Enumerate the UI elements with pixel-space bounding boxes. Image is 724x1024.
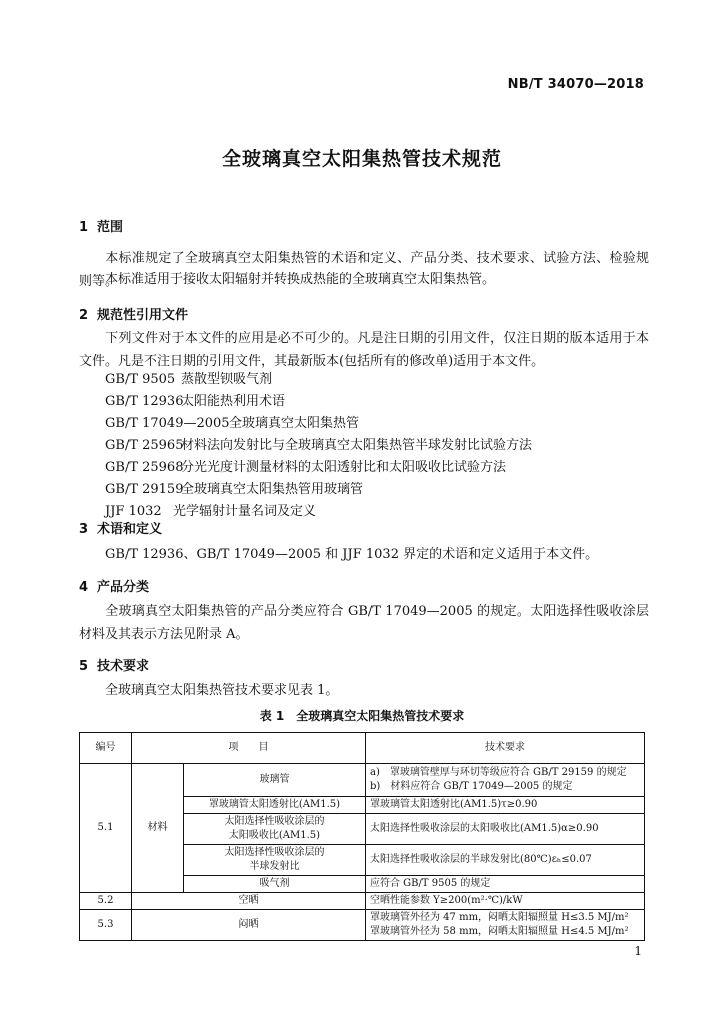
reference-title: 全玻璃真空太阳集热管: [229, 416, 360, 431]
standard-code: NB/T 34070—2018: [507, 77, 644, 92]
cell-requirement: 太阳选择性吸收涂层的太阳吸收比(AM1.5)α≥0.90: [366, 814, 645, 845]
section-2-intro: [79, 327, 649, 373]
reference-item: [105, 458, 506, 478]
paragraph-text: 全玻璃真空太阳集热管的产品分类应符合 GB/T 17049—2005 的规定。太阳选择性吸收涂层材料及其表示方法见附录 A。: [79, 604, 649, 642]
section-1-paragraph-2: [79, 268, 649, 291]
cell-requirement: 太阳选择性吸收涂层的半球发射比(80℃)εₕ≤0.07: [366, 845, 645, 876]
reference-code: GB/T 9505: [105, 372, 176, 387]
reference-code: GB/T 25968: [105, 460, 184, 475]
section-2-heading: [79, 304, 188, 323]
reference-code: JJF 1032: [105, 504, 162, 519]
reference-title: 材料法向发射比与全玻璃真空太阳集热管半球发射比试验方法: [181, 438, 533, 453]
requirement-line: b) 材料应符合 GB/T 17049—2005 的规定: [370, 781, 573, 792]
table-caption: 表 1 全玻璃真空太阳集热管技术要求: [259, 709, 465, 723]
section-number: 2: [79, 308, 89, 323]
requirement-line: 罩玻璃管外径为 47 mm，闷晒太阳辐照量 H≤3.5 MJ/m²: [370, 912, 629, 923]
item-line: 半球发射比: [249, 861, 300, 872]
item-line: 太阳吸收比(AM1.5): [228, 830, 321, 841]
table-row: [80, 764, 645, 797]
reference-code: GB/T 29159: [105, 482, 184, 497]
table-row: [80, 893, 645, 910]
cell-requirement: [366, 910, 645, 941]
spec-table: [79, 732, 645, 941]
section-1-heading: [79, 216, 123, 235]
section-title: 范围: [97, 220, 124, 235]
cell-item: 空晒: [132, 893, 366, 910]
cell-item: [184, 814, 366, 845]
section-number: 4: [79, 580, 89, 595]
cell-requirement: 罩玻璃管太阳透射比(AM1.5)τ≥0.90: [366, 797, 645, 814]
header-item: 项 目: [132, 733, 366, 764]
header-no: 编号: [80, 733, 132, 764]
section-number: 3: [79, 522, 89, 537]
reference-code: GB/T 25965: [105, 438, 184, 453]
paragraph-text: 本标准适用于接收太阳辐射并转换成热能的全玻璃真空太阳集热管。: [105, 272, 496, 287]
cell-requirement: 应符合 GB/T 9505 的规定: [366, 876, 645, 893]
cell-no: 5.1: [80, 764, 132, 893]
cell-item: 闷晒: [132, 910, 366, 941]
page-number: 1: [634, 944, 642, 958]
section-3-heading: [79, 518, 162, 537]
header-requirement: 技术要求: [366, 733, 645, 764]
cell-item: 吸气剂: [184, 876, 366, 893]
section-number: 5: [79, 659, 89, 674]
requirement-line: 罩玻璃管外径为 58 mm，闷晒太阳辐照量 H≤4.5 MJ/m²: [370, 926, 629, 937]
section-title: 技术要求: [97, 659, 150, 674]
requirement-line: a) 罩玻璃管壁厚与环切等级应符合 GB/T 29159 的规定: [370, 767, 627, 778]
reference-item: [105, 414, 359, 434]
section-3-paragraph: [79, 543, 649, 566]
cell-item: 罩玻璃管太阳透射比(AM1.5): [184, 797, 366, 814]
cell-no: 5.2: [80, 893, 132, 910]
reference-item: [105, 436, 532, 456]
cell-requirement: [366, 764, 645, 797]
section-title: 规范性引用文件: [97, 308, 189, 323]
table-header-row: [80, 733, 645, 764]
paragraph-text: 本标准规定了全玻璃真空太阳集热管的术语和定义、产品分类、技术要求、试验方法、检验规则等。: [79, 251, 649, 289]
reference-item: [105, 370, 272, 390]
cell-item: 玻璃管: [184, 764, 366, 797]
reference-item: [105, 392, 285, 412]
item-line: 太阳选择性吸收涂层的: [224, 847, 325, 858]
reference-title: 蒸散型钡吸气剂: [181, 372, 273, 387]
paragraph-text: GB/T 12936、GB/T 17049—2005 和 JJF 1032 界定的术语和定义适用于本文件。: [105, 547, 599, 562]
reference-title: 光学辐射计量名词及定义: [173, 504, 317, 519]
section-5-paragraph: [79, 679, 649, 702]
reference-item: [105, 480, 363, 500]
reference-title: 全玻璃真空太阳集热管用玻璃管: [181, 482, 364, 497]
reference-title: 太阳能热利用术语: [181, 394, 286, 409]
section-title: 产品分类: [97, 580, 150, 595]
section-4-heading: [79, 576, 149, 595]
item-line: 太阳选择性吸收涂层的: [224, 816, 325, 827]
cell-no: 5.3: [80, 910, 132, 941]
cell-group: 材料: [132, 764, 184, 893]
section-4-paragraph: [79, 600, 649, 646]
table-row: [80, 910, 645, 941]
reference-code: GB/T 17049—2005: [105, 416, 230, 431]
section-5-heading: [79, 655, 149, 674]
reference-code: GB/T 12936: [105, 394, 184, 409]
section-title: 术语和定义: [97, 522, 163, 537]
cell-item: [184, 845, 366, 876]
section-number: 1: [79, 220, 89, 235]
paragraph-text: 下列文件对于本文件的应用是必不可少的。凡是注日期的引用文件，仅注日期的版本适用于本文件。凡是不注日期的引用文件，其最新版本(包括所有的修改单)适用于本文件。: [79, 331, 649, 369]
reference-title: 分光光度计测量材料的太阳透射比和太阳吸收比试验方法: [181, 460, 507, 475]
cell-requirement: 空晒性能参数 Y≥200(m²·℃)/kW: [366, 893, 645, 910]
document-title: 全玻璃真空太阳集热管技术规范: [221, 148, 502, 170]
paragraph-text: 全玻璃真空太阳集热管技术要求见表 1。: [105, 683, 339, 698]
